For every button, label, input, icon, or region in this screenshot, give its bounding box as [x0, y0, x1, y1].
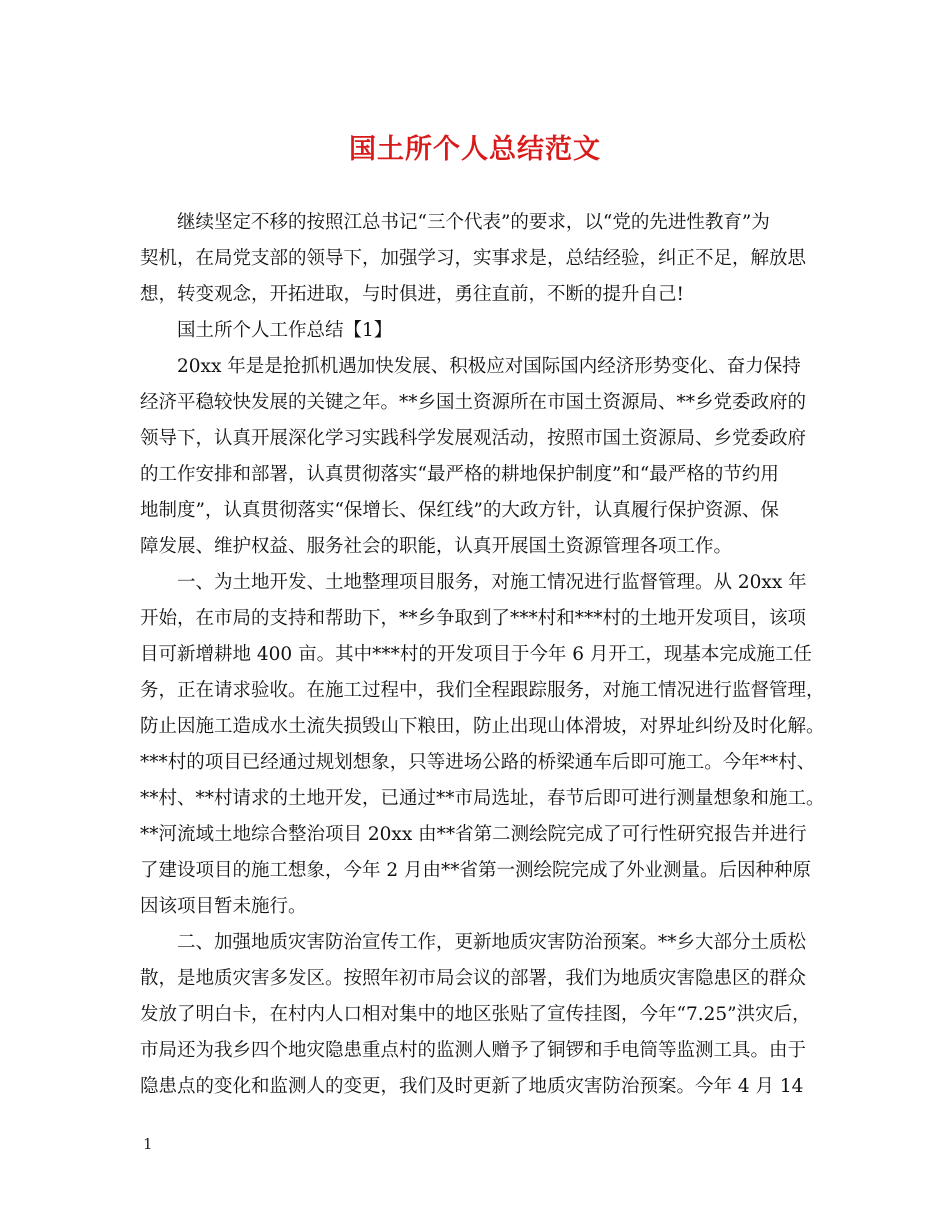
page-number: 1 [143, 1135, 153, 1153]
intro-line-1: 继续坚定不移的按照江总书记“三个代表”的要求，以“党的先进性教育”为 [177, 212, 770, 233]
para1-line-2: 经济平稳较快发展的关键之年。**乡国土资源所在市国土资源局、**乡党委政府的 [140, 392, 807, 413]
section-heading: 国土所个人工作总结【1】 [177, 320, 393, 341]
para3-line-4: 市局还为我乡四个地灾隐患重点村的监测人赠予了铜锣和手电筒等监测工具。由于 [140, 1040, 807, 1061]
para3-line-5: 隐患点的变化和监测人的变更，我们及时更新了地质灾害防治预案。今年 4 月 14 [140, 1076, 804, 1097]
para2-line-8: **河流域土地综合整治项目 20xx 由**省第二测绘院完成了可行性研究报告并进行 [140, 824, 807, 845]
para2-line-6: ***村的项目已经通过规划想象，只等进场公路的桥梁通车后即可施工。今年**村、 [140, 752, 816, 773]
intro-line-2: 契机，在局党支部的领导下，加强学习，实事求是，总结经验，纠正不足，解放思 [140, 248, 807, 269]
para1-line-1: 20xx 年是是抢抓机遇加快发展、积极应对国际国内经济形势变化、奋力保持 [177, 356, 801, 377]
para2-line-10: 因该项目暂未施行。 [140, 896, 307, 917]
para2-line-3: 目可新增耕地 400 亩。其中***村的开发项目于今年 6 月开工，现基本完成施工任 [140, 644, 812, 665]
intro-line-3: 想，转变观念，开拓进取，与时俱进，勇往直前，不断的提升自己! [140, 284, 684, 305]
para1-line-4: 的工作安排和部署，认真贯彻落实“最严格的耕地保护制度”和“最严格的节约用 [140, 464, 779, 485]
document-title: 国土所个人总结范文 [349, 134, 601, 165]
para3-line-1: 二、加强地质灾害防治宣传工作，更新地质灾害防治预案。**乡大部分土质松 [177, 932, 807, 953]
para2-line-7: **村、**村请求的土地开发，已通过**市局选址，春节后即可进行测量想象和施工。 [140, 788, 825, 809]
para2-line-4: 务，正在请求验收。在施工过程中，我们全程跟踪服务，对施工情况进行监督管理， [140, 680, 825, 701]
para1-line-6: 障发展、维护权益、服务社会的职能，认真开展国土资源管理各项工作。 [140, 536, 733, 557]
para2-line-9: 了建设项目的施工想象，今年 2 月由**省第一测绘院完成了外业测量。后因种种原 [140, 860, 812, 881]
para3-line-2: 散，是地质灾害多发区。按照年初市局会议的部署，我们为地质灾害隐患区的群众 [140, 968, 807, 989]
para2-line-2: 开始，在市局的支持和帮助下，**乡争取到了***村和***村的土地开发项目，该项 [140, 608, 807, 629]
para2-line-5: 防止因施工造成水土流失损毁山下粮田，防止出现山体滑坡，对界址纠纷及时化解。 [140, 716, 825, 737]
para2-line-1: 一、为土地开发、土地整理项目服务，对施工情况进行监督管理。从 20xx 年 [177, 572, 807, 593]
para3-line-3: 发放了明白卡，在村内人口相对集中的地区张贴了宣传挂图，今年“7.25”洪灾后， [140, 1004, 811, 1025]
para1-line-5: 地制度”，认真贯彻落实“保增长、保红线”的大政方针，认真履行保护资源、保 [140, 500, 779, 521]
para1-line-3: 领导下，认真开展深化学习实践科学发展观活动，按照市国土资源局、乡党委政府 [140, 428, 807, 449]
